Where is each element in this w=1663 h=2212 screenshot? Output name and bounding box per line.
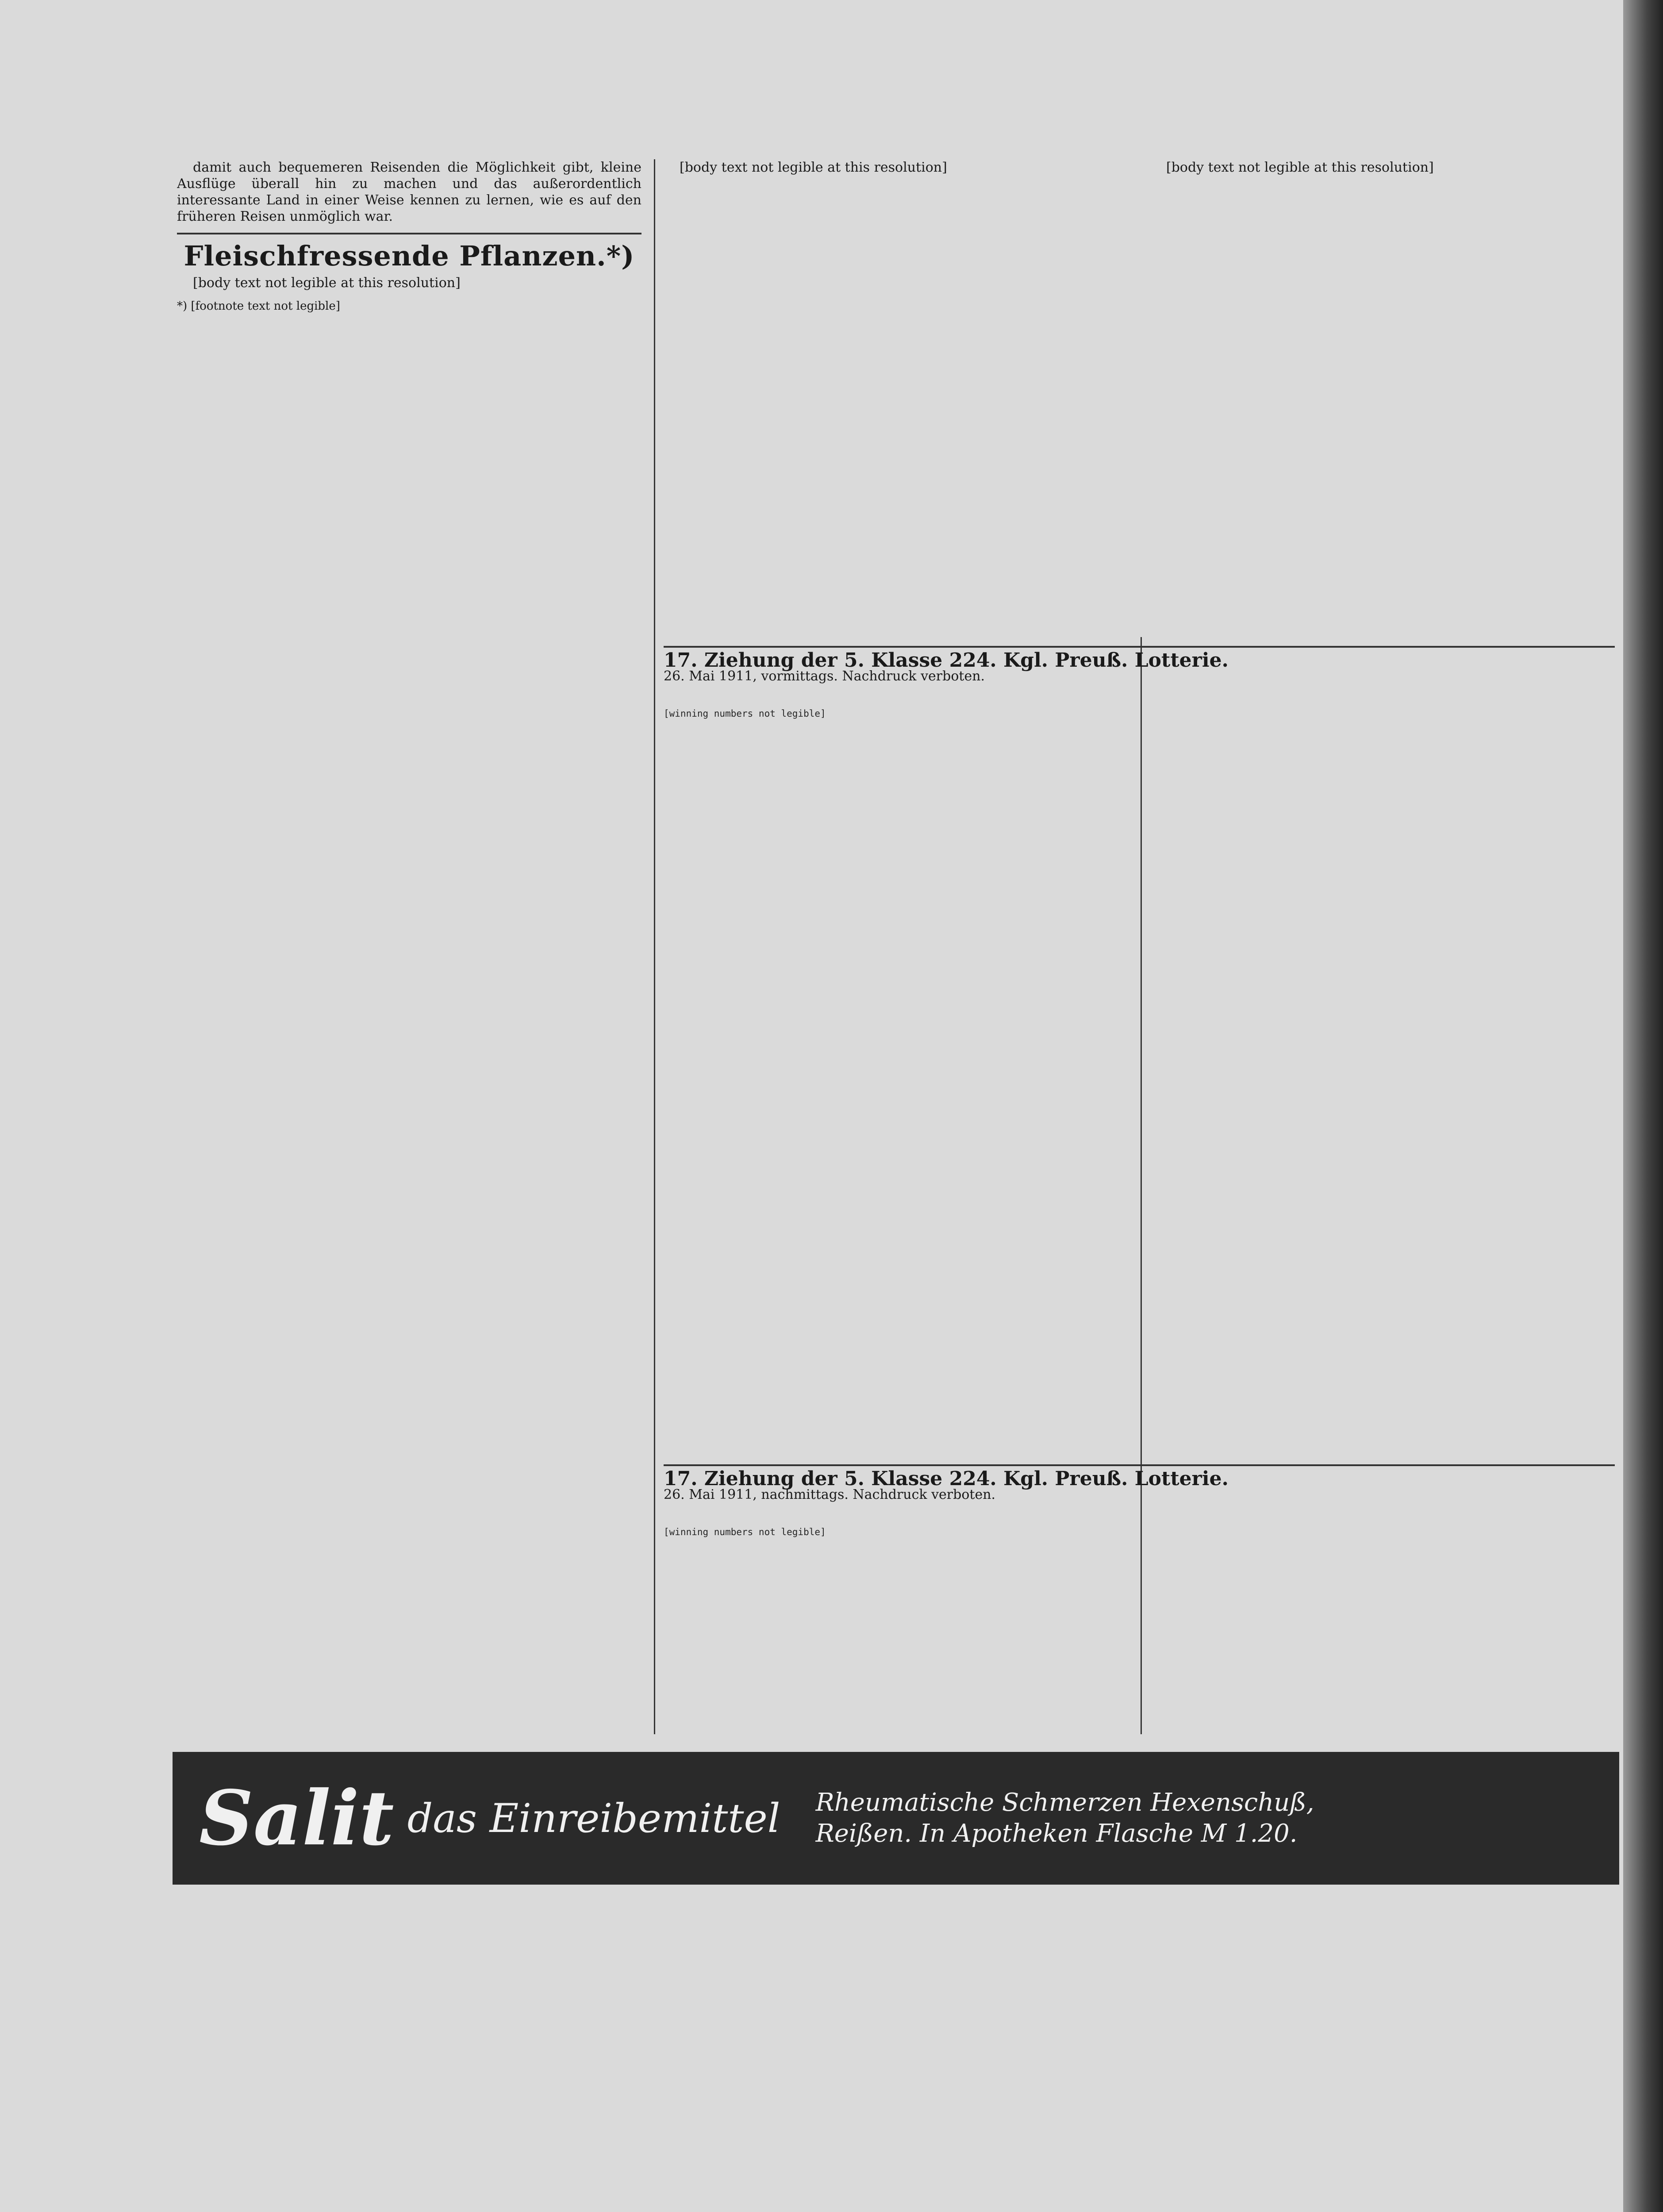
section-rule <box>664 1464 1615 1466</box>
lottery-date: 26. Mai 1911, nachmittags. Nachdruck verboten. <box>664 1487 996 1502</box>
lottery-numbers-morning: [winning numbers not legible] <box>664 708 826 719</box>
lottery-date: 26. Mai 1911, vormittags. Nachdruck verboten. <box>664 668 985 684</box>
intro-paragraph: damit auch bequemeren Reisenden die Möglichkeit gibt, kleine Ausflüge überall hin zu machen und das außerordentlich interessante Land in einer Weise kennen zu lernen, wie es auf den früheren Reisen unmöglich war. <box>177 160 641 224</box>
ad-text <box>816 1787 1314 1849</box>
lottery-title: 17. Ziehung der 5. Klasse 224. Kgl. Preuß. Lotterie. <box>664 649 1229 672</box>
book-spine <box>1623 0 1663 2212</box>
article-column-left <box>177 159 641 1770</box>
column-rule <box>654 159 655 1734</box>
ad-brand: Salit <box>199 1774 394 1863</box>
lottery-title: 17. Ziehung der 5. Klasse 224. Kgl. Preuß. Lotterie. <box>664 1467 1229 1490</box>
article-footnote: *) [footnote text not legible] <box>177 300 340 313</box>
article-column-middle <box>664 159 1128 637</box>
column-rule <box>1141 637 1142 1734</box>
advertisement-salit <box>173 1752 1619 1885</box>
ad-line-2: Reißen. In Apotheken Flasche M 1.20. <box>815 1819 1298 1848</box>
section-rule <box>664 646 1615 648</box>
article-body-cont-2: [body text not legible at this resolution] <box>1166 160 1434 175</box>
lottery-header-afternoon <box>664 1467 1615 1503</box>
article-column-right <box>1150 159 1615 637</box>
article-body-cont: [body text not legible at this resolution] <box>680 160 947 175</box>
article-body: [body text not legible at this resolution] <box>193 275 461 291</box>
lottery-numbers-afternoon: [winning numbers not legible] <box>664 1527 826 1537</box>
article-title: Fleischfressende Pflanzen.*) <box>184 240 635 272</box>
lottery-header-morning <box>664 649 1615 684</box>
divider <box>177 233 641 234</box>
ad-line-1: Rheumatische Schmerzen Hexenschuß, <box>815 1788 1314 1817</box>
ad-subtitle: das Einreibemittel <box>407 1795 780 1842</box>
